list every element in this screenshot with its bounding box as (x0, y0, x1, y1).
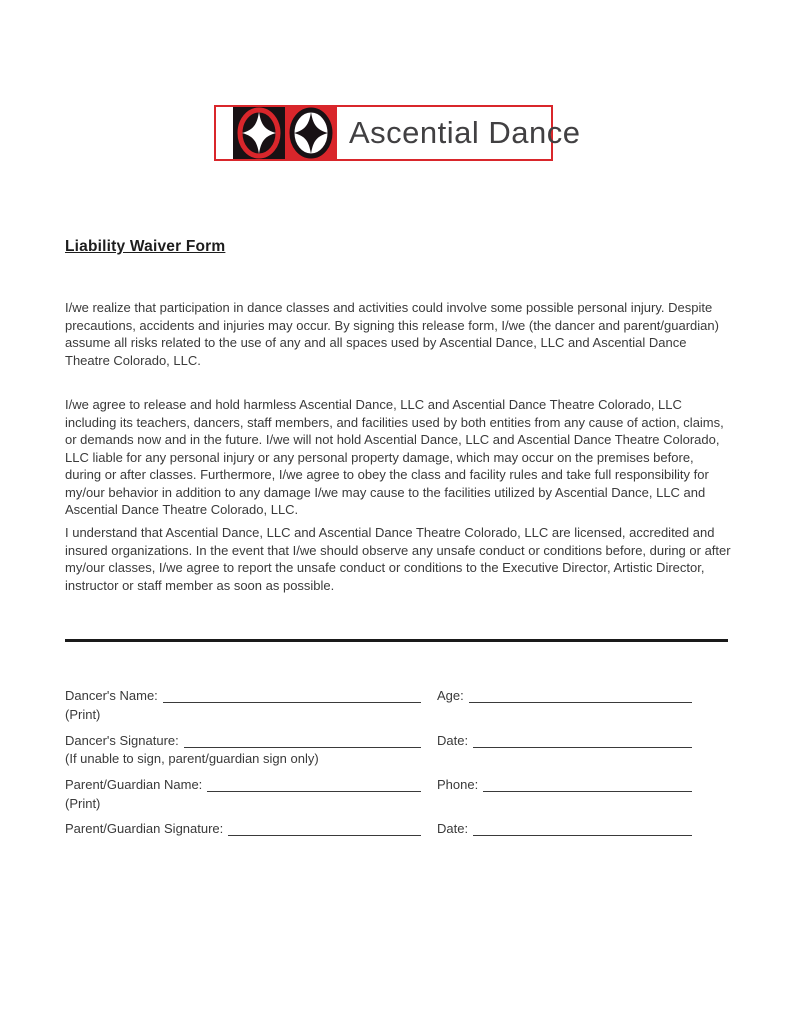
age-label: Age: (437, 688, 464, 703)
page-title: Liability Waiver Form (65, 238, 226, 255)
print-note: (Print) (65, 707, 101, 722)
star-burst-icon (233, 107, 285, 159)
date-line[interactable] (473, 824, 692, 836)
waiver-paragraph: I/we agree to release and hold harmless Ascential Dance, LLC and Ascential Dance Theatre Colorado, LLC including its teachers, dancers, staff members, and facilities used by both entities from any cause of action, claims, or demands now and in the future. I/we will not hold Ascential Dance, LLC and Ascential Dance Theatre Colorado, LLC liable for any personal injury or any personal property damage, which may occur on the premises before, during or after classes. Furthermore, I/we agree to obey the class and facility rules and take full responsibility for my/our behavior in addition to any damage I/we may cause to the facilities utilized by Ascential Dance, LLC and Ascential Dance Theatre Colorado, LLC. (65, 397, 724, 517)
field-date-1 (437, 733, 692, 749)
date-label: Date: (437, 733, 469, 748)
star-burst-icon (285, 107, 337, 159)
parent-guardian-signature-label: Parent/Guardian Signature: (65, 821, 224, 836)
dancers-name-label: Dancer's Name: (65, 688, 158, 703)
ascential-dance-logo (214, 105, 581, 161)
field-dancers-name (65, 688, 421, 704)
signature-note: (If unable to sign, parent/guardian sign only) (65, 751, 319, 766)
phone-line[interactable] (483, 780, 692, 792)
waiver-paragraph: I understand that Ascential Dance, LLC and Ascential Dance Theatre Colorado, LLC are licensed, accredited and insured organizations. In the event that I/we should observe any unsafe conduct or conditions before, during or after my/our classes, I/we agree to report the unsafe conduct or conditions to the Executive Director, Artistic Director, instructor or staff member as soon as possible. (65, 525, 731, 593)
parent-guardian-name-label: Parent/Guardian Name: (65, 777, 203, 792)
phone-label: Phone: (437, 777, 479, 792)
dancers-name-line[interactable] (163, 691, 421, 703)
dancers-signature-line[interactable] (184, 736, 421, 748)
date-line[interactable] (473, 736, 692, 748)
dancers-signature-label: Dancer's Signature: (65, 733, 179, 748)
field-parent-guardian-name (65, 777, 421, 793)
field-dancers-signature (65, 733, 421, 749)
print-note: (Print) (65, 796, 101, 811)
field-age (437, 688, 692, 704)
field-parent-guardian-signature (65, 821, 421, 837)
parent-guardian-signature-line[interactable] (228, 824, 421, 836)
date-label: Date: (437, 821, 469, 836)
logo-marks (233, 107, 337, 159)
age-line[interactable] (469, 691, 692, 703)
field-phone (437, 777, 692, 793)
parent-guardian-name-line[interactable] (207, 780, 421, 792)
logo-wordmark: Ascential Dance (349, 115, 581, 150)
section-divider (65, 639, 728, 642)
field-date-2 (437, 821, 692, 837)
waiver-paragraph: I/we realize that participation in dance classes and activities could involve some possible personal injury. Despite precautions, accidents and injuries may occur. By signing this release form, I/we (the dancer and parent/guardian) assume all risks related to the use of any and all spaces used by Ascential Dance, LLC and Ascential Dance Theatre Colorado, LLC. (65, 300, 719, 368)
